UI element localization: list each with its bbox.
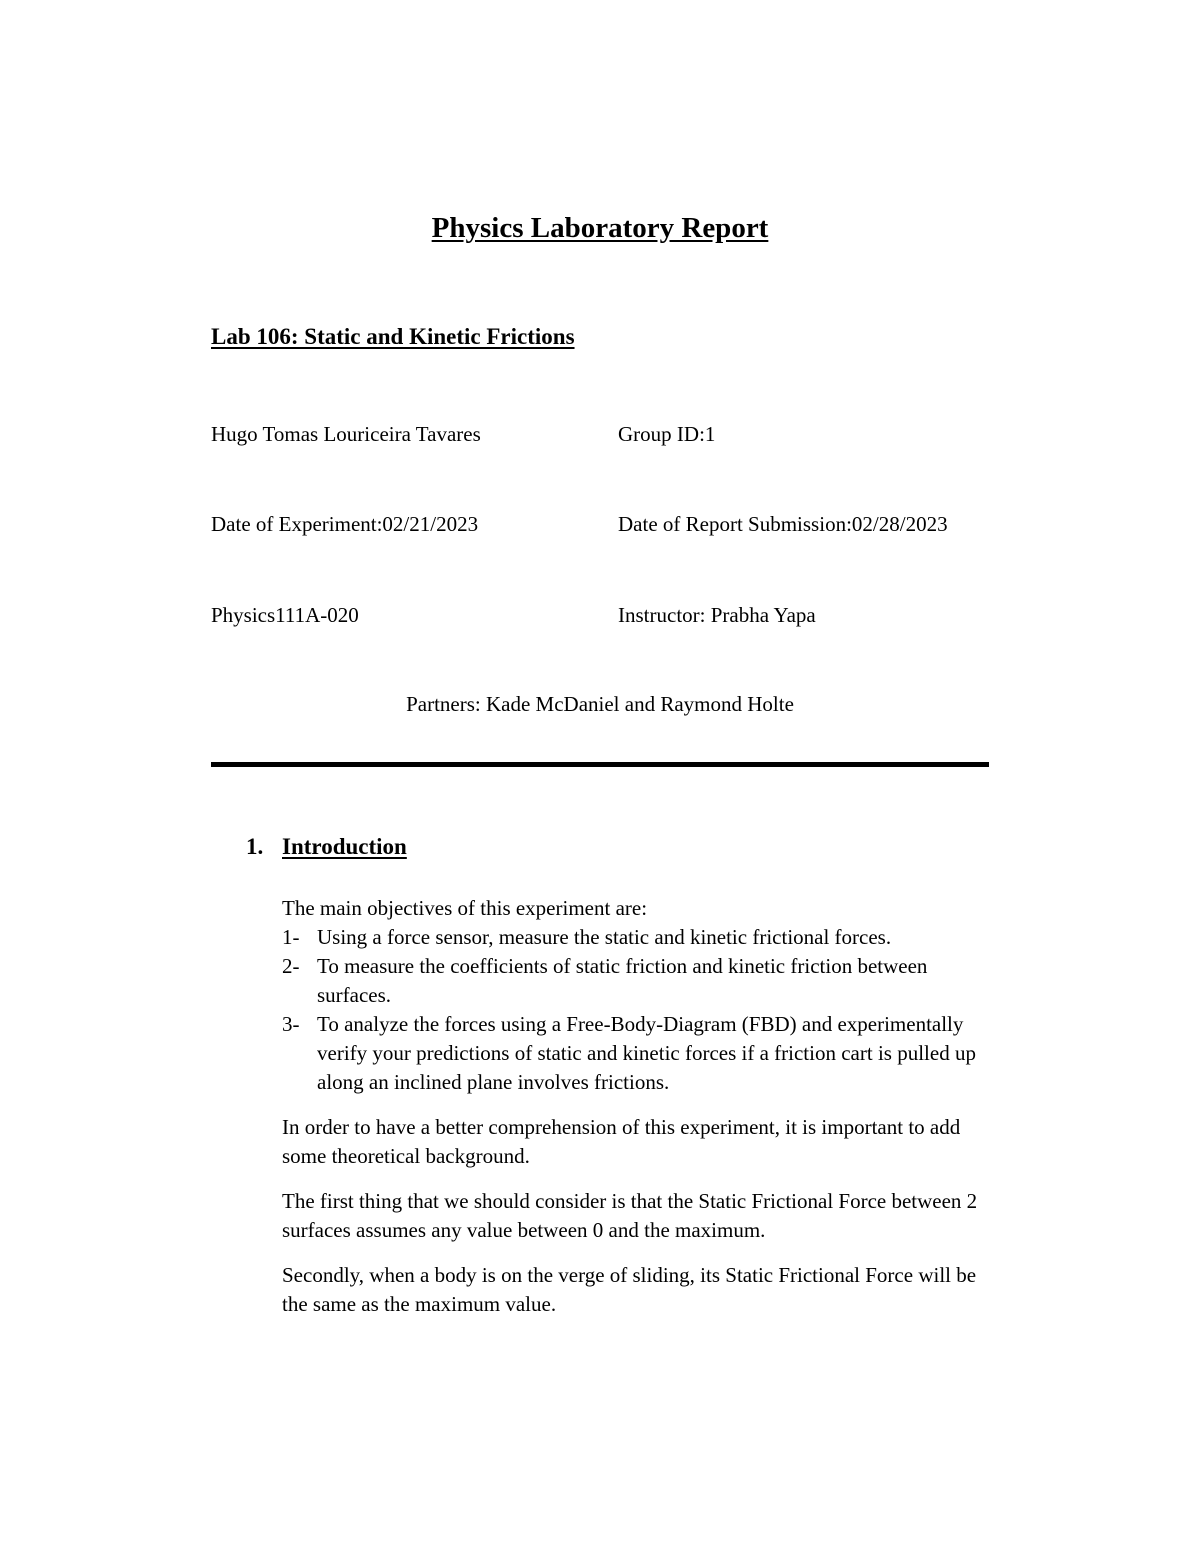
section-heading-introduction (246, 834, 407, 860)
list-item (282, 952, 1002, 1010)
list-marker: 3- (282, 1012, 300, 1036)
group-id: Group ID:1 (618, 422, 716, 446)
date-of-submission: Date of Report Submission:02/28/2023 (618, 512, 948, 536)
horizontal-divider (211, 762, 989, 767)
course-code: Physics111A-020 (211, 603, 359, 627)
date-of-experiment: Date of Experiment:02/21/2023 (211, 512, 479, 536)
instructor: Instructor: Prabha Yapa (618, 603, 816, 627)
list-item (282, 923, 1002, 952)
list-item-text: To analyze the forces using a Free-Body-Diagram (FBD) and experimentally verify your predictions of static and kinetic forces if a friction cart is pulled up along an inclined plane involves frictions. (317, 1012, 976, 1094)
list-item-text: Using a force sensor, measure the static and kinetic frictional forces. (317, 925, 892, 949)
lab-title: Lab 106: Static and Kinetic Frictions (211, 324, 575, 349)
report-title: Physics Laboratory Report (431, 212, 769, 244)
list-marker: 1- (282, 925, 300, 949)
list-item-text: To measure the coefficients of static friction and kinetic friction between surfaces. (317, 954, 928, 1007)
list-item (282, 1010, 1002, 1097)
partners: Partners: Kade McDaniel and Raymond Holte (406, 692, 794, 716)
list-marker: 2- (282, 954, 300, 978)
objectives-list (282, 923, 1002, 1097)
paragraph: In order to have a better comprehension of this experiment, it is important to add some theoretical background. (282, 1115, 961, 1168)
introduction-body (282, 894, 1002, 1319)
student-name: Hugo Tomas Louriceira Tavares (211, 422, 481, 446)
section-title: Introduction (282, 834, 407, 859)
section-number: 1. (246, 834, 264, 859)
paragraph: The first thing that we should consider is that the Static Frictional Force between 2 surfaces assumes any value between 0 and the maximum. (282, 1189, 978, 1242)
paragraph: Secondly, when a body is on the verge of sliding, its Static Frictional Force will be the same as the maximum value. (282, 1263, 977, 1316)
objectives-intro: The main objectives of this experiment are: (282, 896, 648, 920)
